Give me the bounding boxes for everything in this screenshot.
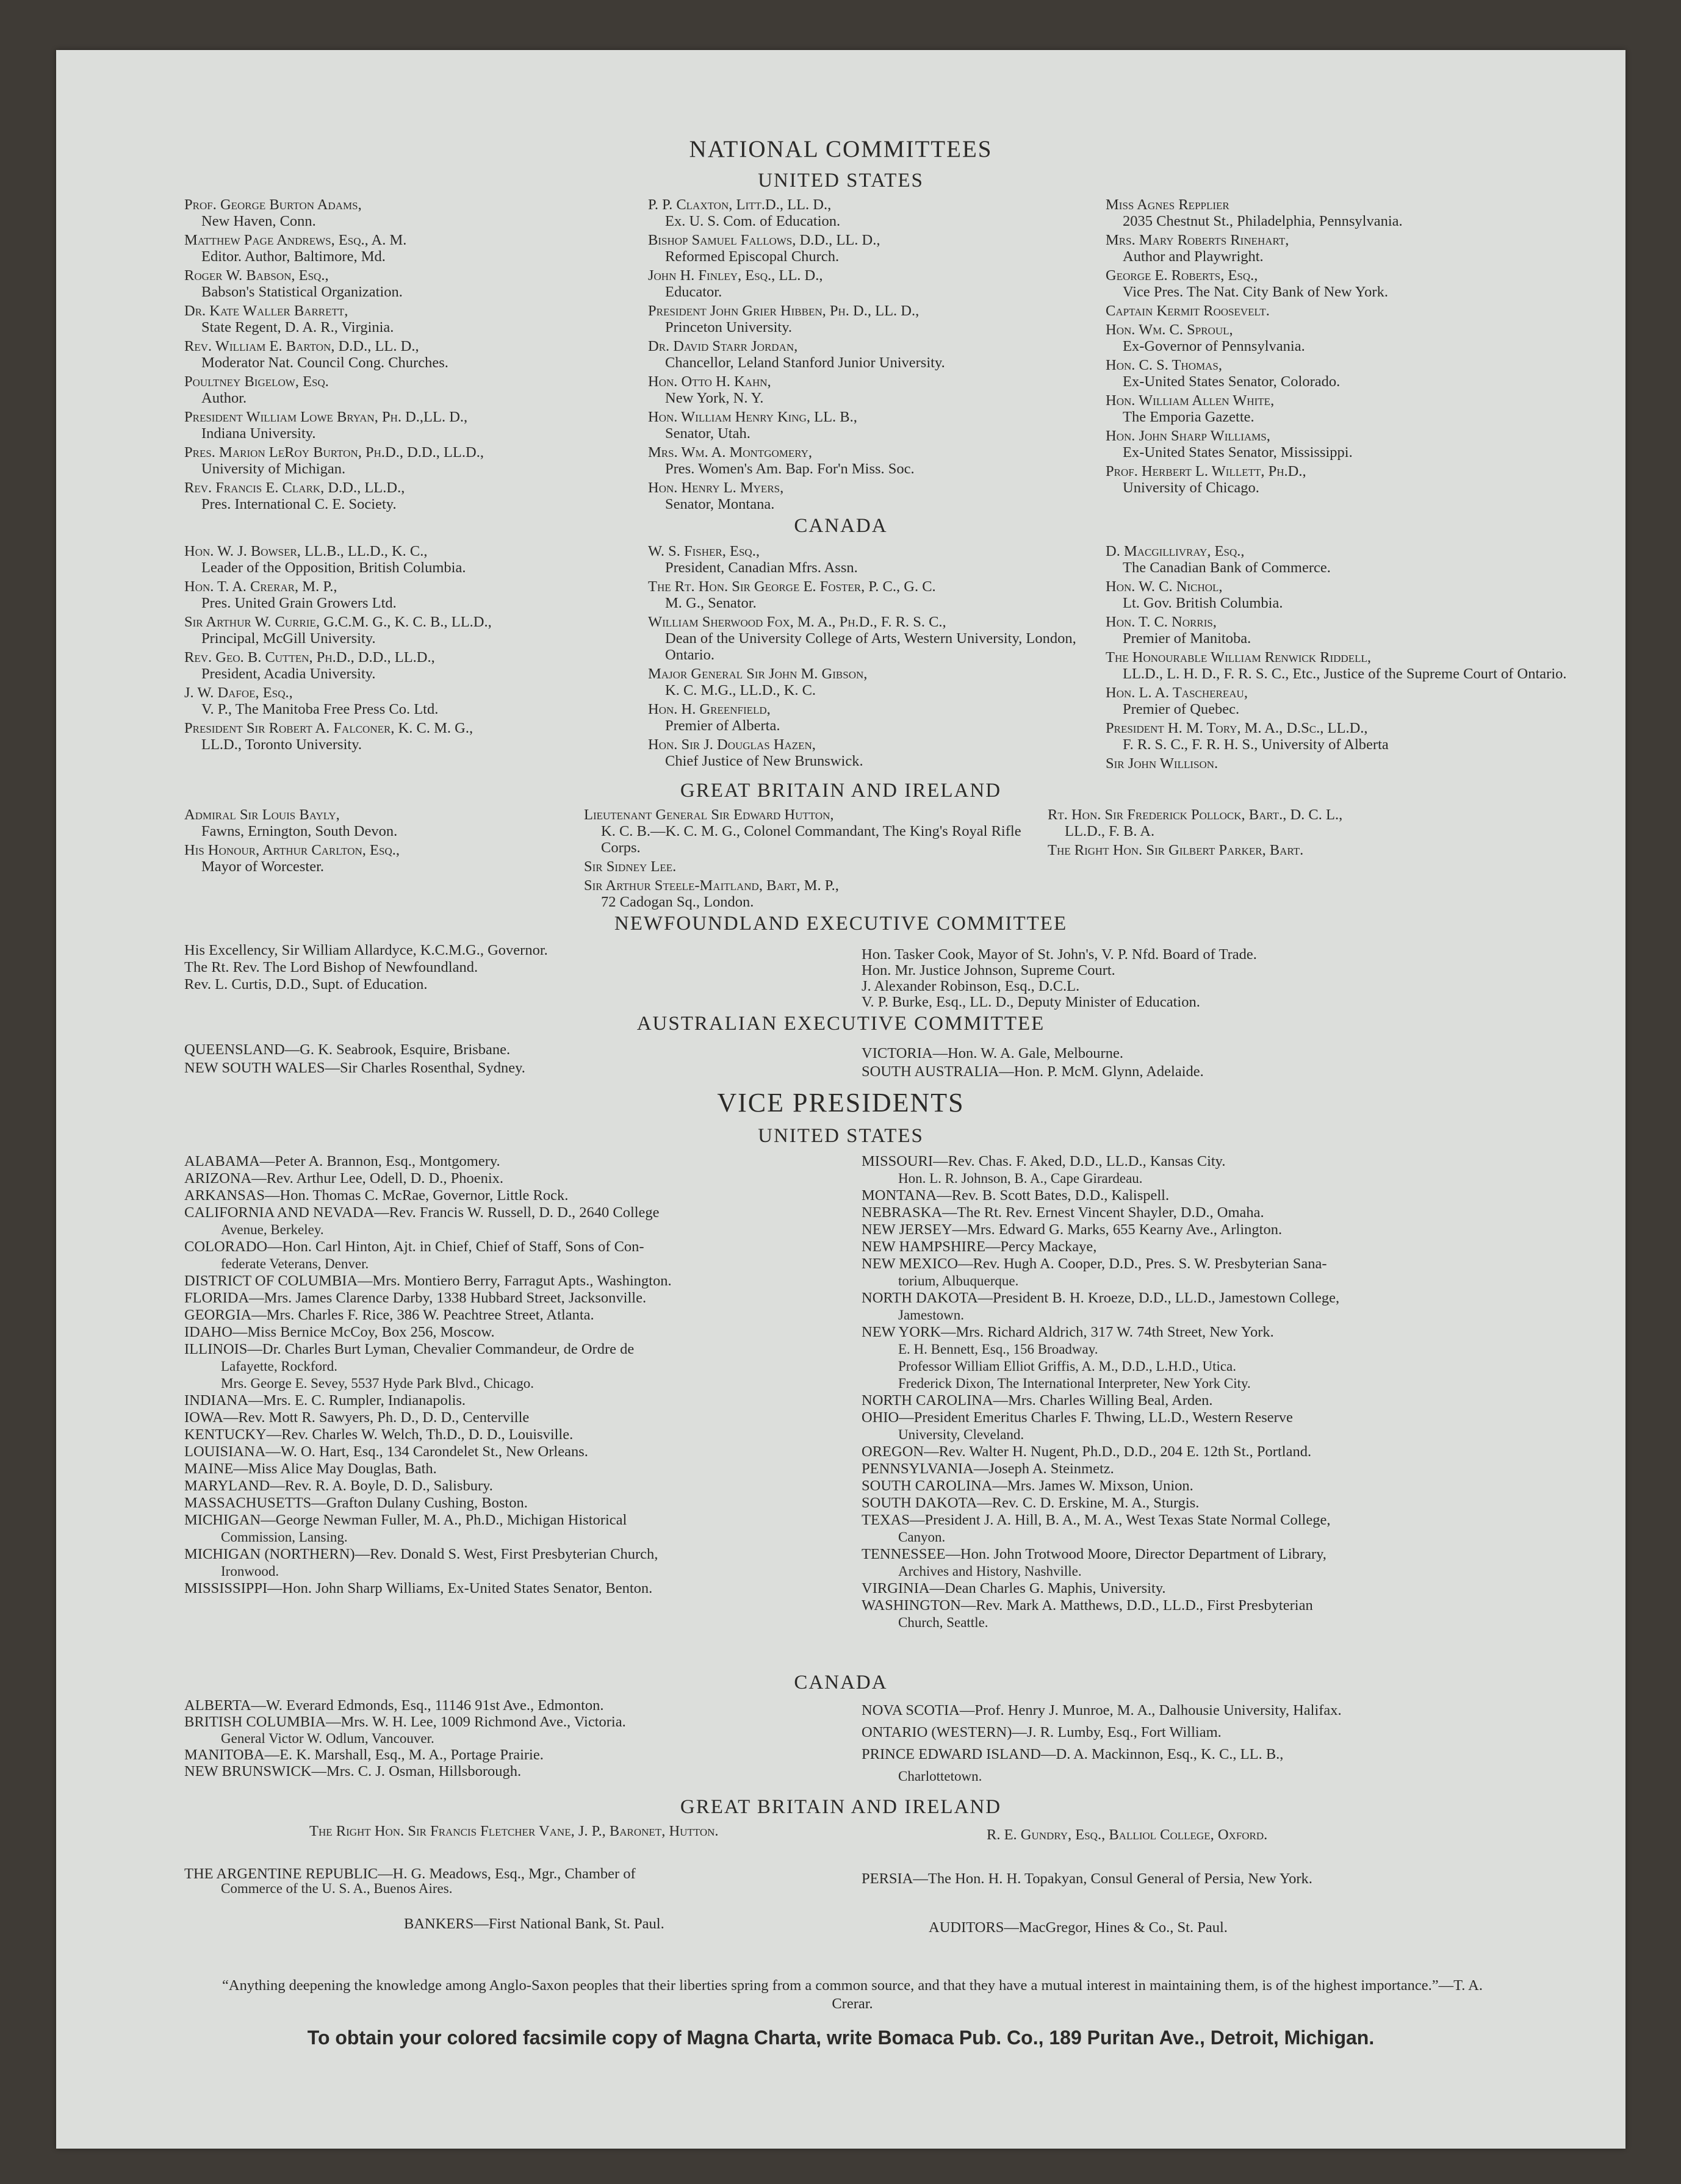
entry-line: ARKANSAS—Hon. Thomas C. McRae, Governor, Little Rock. [184, 1187, 569, 1204]
entry-line: COLORADO—Hon. Carl Hinton, Ajt. in Chief, Chief of Staff, Sons of Con- [184, 1238, 644, 1255]
entry-line: Commerce of the U. S. A., Buenos Aires. [221, 1881, 453, 1896]
entry-line: Charlottetown. [898, 1769, 982, 1784]
entry-line: federate Veterans, Denver. [221, 1256, 369, 1271]
canada-heading: CANADA [794, 515, 888, 537]
committee-member [1106, 649, 1594, 682]
member-title: M. G., Senator. [665, 595, 757, 611]
entry-line: Mrs. George E. Sevey, 5537 Hyde Park Blvd., Chicago. [221, 1376, 534, 1391]
entry-line: torium, Albuquerque. [898, 1273, 1019, 1288]
committee-member [648, 736, 1112, 769]
member-title: F. R. S. C., F. R. H. S., University of Alberta [1123, 736, 1389, 753]
entry-line: Avenue, Berkeley. [221, 1222, 324, 1237]
member-name: President William Lowe Bryan, Ph. D.,LL. D., [184, 409, 468, 425]
member-name: Sir Sidney Lee. [584, 858, 677, 875]
member-title: 2035 Chestnut St., Philadelphia, Pennsylvania. [1123, 213, 1403, 229]
gb-column-1 [184, 806, 575, 877]
canada-column-3 [1106, 543, 1594, 774]
member-title: Fawns, Ernington, South Devon. [201, 823, 398, 839]
member-name: Dr. David Starr Jordan, [648, 338, 798, 354]
committee-member [184, 232, 660, 265]
entry-line: MARYLAND—Rev. R. A. Boyle, D. D., Salisbury. [184, 1478, 493, 1494]
entry-line: VICTORIA—Hon. W. A. Gale, Melbourne. [862, 1045, 1123, 1061]
bankers-entry: BANKERS—First National Bank, St. Paul. [404, 1916, 664, 1932]
member-title: Editor. Author, Baltimore, Md. [201, 248, 386, 265]
member-name: Matthew Page Andrews, Esq., A. M. [184, 232, 407, 248]
entry-line: WASHINGTON—Rev. Mark A. Matthews, D.D., LL.D., First Presbyterian [862, 1597, 1313, 1614]
entry-line: THE ARGENTINE REPUBLIC—H. G. Meadows, Esq., Mgr., Chamber of [184, 1866, 636, 1882]
entry-line: KENTUCKY—Rev. Charles W. Welch, Th.D., D. D., Louisville. [184, 1426, 574, 1443]
entry-line: NEW MEXICO—Rev. Hugh A. Cooper, D.D., Pres. S. W. Presbyterian Sana- [862, 1255, 1327, 1272]
committee-member [184, 303, 660, 336]
member-title: K. C. M.G., LL.D., K. C. [665, 682, 816, 699]
australia-right [862, 1044, 1594, 1081]
entry-line: GEORGIA—Mrs. Charles F. Rice, 386 W. Peachtree Street, Atlanta. [184, 1307, 594, 1323]
member-name: J. W. Dafoe, Esq., [184, 684, 293, 701]
entry-line: VIRGINIA—Dean Charles G. Maphis, University. [862, 1580, 1166, 1597]
member-title: Pres. International C. E. Society. [201, 496, 397, 512]
member-title: Senator, Utah. [665, 425, 751, 442]
committee-member [648, 232, 1136, 265]
entry-line: BRITISH COLUMBIA—Mrs. W. H. Lee, 1009 Richmond Ave., Victoria. [184, 1714, 626, 1730]
committee-member [1106, 428, 1594, 461]
entry-line: Hon. Mr. Justice Johnson, Supreme Court. [862, 962, 1115, 979]
entry-line: QUEENSLAND—G. K. Seabrook, Esquire, Brisbane. [184, 1041, 511, 1058]
committee-member [648, 338, 1136, 371]
member-title: Author. [201, 390, 247, 406]
member-title: LL.D., F. B. A. [1065, 823, 1155, 839]
member-name: Hon. John Sharp Williams, [1106, 428, 1270, 444]
entry-line: NEW BRUNSWICK—Mrs. C. J. Osman, Hillsborough. [184, 1763, 522, 1780]
member-name: Mrs. Wm. A. Montgomery, [648, 444, 813, 461]
member-title: Ex-United States Senator, Colorado. [1123, 373, 1341, 390]
member-name: President John Grier Hibben, Ph. D., LL. D., [648, 303, 920, 319]
member-name: Hon. William Allen White, [1106, 392, 1275, 409]
member-name: Bishop Samuel Fallows, D.D., LL. D., [648, 232, 880, 248]
canada-column-2 [648, 543, 1112, 772]
vice-presidents-title: VICE PRESIDENTS [717, 1088, 965, 1118]
member-name: Hon. C. S. Thomas, [1106, 357, 1223, 373]
facsimile-footer: To obtain your colored facsimile copy of Magna Charta, write Bomaca Pub. Co., 189 Puritan Ave., Detroit, Michigan. [307, 2027, 1375, 2049]
member-title: Ex-United States Senator, Mississippi. [1123, 444, 1353, 461]
member-name: Pres. Marion LeRoy Burton, Ph.D., D.D., LL.D., [184, 444, 484, 461]
member-name: President H. M. Tory, M. A., D.Sc., LL.D., [1106, 720, 1368, 736]
committee-member [584, 877, 1048, 910]
vp-gb-heading: GREAT BRITAIN AND IRELAND [680, 1796, 1002, 1818]
member-title: Indiana University. [201, 425, 316, 442]
member-title: Ex-Governor of Pennsylvania. [1123, 338, 1305, 354]
committee-member [1048, 806, 1572, 839]
committee-member [184, 649, 648, 682]
member-title: LL.D., Toronto University. [201, 736, 362, 753]
vp-gb-right: R. E. Gundry, Esq., Balliol College, Oxford. [987, 1827, 1268, 1843]
member-title: Author and Playwright. [1123, 248, 1264, 265]
member-title: Leader of the Opposition, British Columbia. [201, 559, 466, 576]
committee-member [184, 842, 575, 875]
committee-member [184, 806, 575, 839]
member-name: D. Macgillivray, Esq., [1106, 543, 1245, 559]
member-name: William Sherwood Fox, M. A., Ph.D., F. R. S. C., [648, 614, 946, 630]
member-title: New Haven, Conn. [201, 213, 316, 229]
member-title: Premier of Manitoba. [1123, 630, 1251, 647]
member-name: Prof. George Burton Adams, [184, 196, 362, 213]
entry-line: ALABAMA—Peter A. Brannon, Esq., Montgomery. [184, 1153, 500, 1169]
committee-member [648, 373, 1136, 406]
entry-line: SOUTH DAKOTA—Rev. C. D. Erskine, M. A., Sturgis. [862, 1495, 1200, 1511]
member-name: The Right Hon. Sir Gilbert Parker, Bart. [1048, 842, 1304, 858]
auditors-entry: AUDITORS—MacGregor, Hines & Co., St. Paul. [929, 1919, 1228, 1936]
member-title: Reformed Episcopal Church. [665, 248, 840, 265]
vp-canada-heading: CANADA [794, 1672, 888, 1694]
entry-line: Canyon. [898, 1529, 946, 1545]
entry-line: The Rt. Rev. The Lord Bishop of Newfoundland. [184, 959, 478, 975]
member-title: 72 Cadogan Sq., London. [601, 894, 754, 910]
committee-member [1106, 578, 1594, 611]
member-title: State Regent, D. A. R., Virginia. [201, 319, 394, 336]
committee-member [184, 373, 660, 406]
member-name: W. S. Fisher, Esq., [648, 543, 760, 559]
member-name: John H. Finley, Esq., LL. D., [648, 267, 823, 284]
newfoundland-left [184, 942, 868, 993]
member-name: Rt. Hon. Sir Frederick Pollock, Bart., D. C. L., [1048, 806, 1343, 823]
committee-member [648, 303, 1136, 336]
member-title: Vice Pres. The Nat. City Bank of New York. [1123, 284, 1388, 300]
gb-column-3 [1048, 806, 1572, 861]
entry-line: MAINE—Miss Alice May Douglas, Bath. [184, 1460, 437, 1477]
vp-us-left [184, 1153, 892, 1597]
entry-line: E. H. Bennett, Esq., 156 Broadway. [898, 1342, 1098, 1357]
member-title: Educator. [665, 284, 722, 300]
member-title: V. P., The Manitoba Free Press Co. Ltd. [201, 701, 439, 717]
entry-line: V. P. Burke, Esq., LL. D., Deputy Minister of Education. [862, 994, 1200, 1010]
entry-line: Professor William Elliot Griffis, A. M., D.D., L.H.D., Utica. [898, 1359, 1237, 1374]
member-name: Hon. Henry L. Myers, [648, 480, 784, 496]
entry-line: FLORIDA—Mrs. James Clarence Darby, 1338 Hubbard Street, Jacksonville. [184, 1290, 647, 1306]
committee-member [1106, 232, 1594, 265]
member-name: Hon. T. C. Norris, [1106, 614, 1217, 630]
member-name: Hon. W. C. Nichol, [1106, 578, 1223, 595]
committee-member [648, 409, 1136, 442]
member-name: Prof. Herbert L. Willett, Ph.D., [1106, 463, 1306, 480]
entry-line: Hon. Tasker Cook, Mayor of St. John's, V. P. Nfd. Board of Trade. [862, 946, 1257, 963]
entry-line: NEBRASKA—The Rt. Rev. Ernest Vincent Shayler, D.D., Omaha. [862, 1204, 1264, 1221]
committee-member [648, 480, 1136, 512]
committee-member [184, 614, 648, 647]
committee-member [184, 720, 648, 753]
committee-member [584, 858, 1048, 875]
member-title: Premier of Alberta. [665, 717, 780, 734]
member-title: Pres. United Grain Growers Ltd. [201, 595, 397, 611]
committee-member [1106, 614, 1594, 647]
entry-line: NEW SOUTH WALES—Sir Charles Rosenthal, Sydney. [184, 1060, 525, 1076]
entry-line: DISTRICT OF COLUMBIA—Mrs. Montiero Berry, Farragut Apts., Washington. [184, 1273, 672, 1289]
member-name: Hon. Sir J. Douglas Hazen, [648, 736, 816, 753]
entry-line: Commission, Lansing. [221, 1529, 348, 1545]
member-title: Chief Justice of New Brunswick. [665, 753, 863, 769]
member-title: Premier of Quebec. [1123, 701, 1240, 717]
entry-line: NEW JERSEY—Mrs. Edward G. Marks, 655 Kearny Ave., Arlington. [862, 1221, 1283, 1238]
committee-member [184, 338, 660, 371]
committee-member [184, 578, 648, 611]
member-title: The Canadian Bank of Commerce. [1123, 559, 1331, 576]
member-name: Hon. Otto H. Kahn, [648, 373, 771, 390]
australia-left [184, 1041, 855, 1077]
member-name: P. P. Claxton, Litt.D., LL. D., [648, 196, 832, 213]
member-title: Dean of the University College of Arts, Western University, London, Ontario. [665, 630, 1076, 663]
member-name: Hon. W. J. Bowser, LL.B., LL.D., K. C., [184, 543, 428, 559]
entry-line: ARIZONA—Rev. Arthur Lee, Odell, D. D., Phoenix. [184, 1170, 504, 1187]
member-name: Hon. T. A. Crerar, M. P., [184, 578, 337, 595]
national-committees-title: NATIONAL COMMITTEES [689, 136, 993, 162]
committee-member [1106, 755, 1594, 772]
entry-line: PRINCE EDWARD ISLAND—D. A. Mackinnon, Esq., K. C., LL. B., [862, 1746, 1284, 1762]
entry-line: ALBERTA—W. Everard Edmonds, Esq., 11146 91st Ave., Edmonton. [184, 1697, 604, 1714]
committee-member [584, 806, 1048, 856]
document-page [56, 50, 1625, 2149]
vp-us-right [862, 1153, 1594, 1631]
committee-member [184, 267, 660, 300]
entry-line: SOUTH CAROLINA—Mrs. James W. Mixson, Union. [862, 1478, 1193, 1494]
committee-member [184, 196, 660, 229]
committee-member [184, 543, 648, 576]
entry-line: LOUISIANA—W. O. Hart, Esq., 134 Carondelet St., New Orleans. [184, 1443, 588, 1460]
entry-line: MONTANA—Rev. B. Scott Bates, D.D., Kalispell. [862, 1187, 1170, 1204]
entry-line: Church, Seattle. [898, 1615, 988, 1630]
member-title: The Emporia Gazette. [1123, 409, 1254, 425]
committee-member [1106, 357, 1594, 390]
committee-member [648, 666, 1112, 699]
entry-line: TENNESSEE—Hon. John Trotwood Moore, Director Department of Library, [862, 1546, 1326, 1562]
member-name: Lieutenant General Sir Edward Hutton, [584, 806, 834, 823]
entry-line: Rev. L. Curtis, D.D., Supt. of Education. [184, 976, 428, 993]
entry-line: ONTARIO (WESTERN)—J. R. Lumby, Esq., Fort William. [862, 1724, 1222, 1740]
entry-line: General Victor W. Odlum, Vancouver. [221, 1731, 434, 1746]
entry-line: IDAHO—Miss Bernice McCoy, Box 256, Moscow. [184, 1324, 495, 1340]
vp-gb-left: The Right Hon. Sir Francis Fletcher Vane, J. P., Baronet, Hutton. [309, 1823, 719, 1839]
entry-line: His Excellency, Sir William Allardyce, K.C.M.G., Governor. [184, 942, 548, 958]
us-heading: UNITED STATES [758, 170, 924, 192]
us-column-2 [648, 196, 1136, 515]
committee-member [184, 409, 660, 442]
committee-member [1106, 684, 1594, 717]
entry-line: University, Cleveland. [898, 1427, 1024, 1442]
committee-member [648, 196, 1136, 229]
entry-line: PENNSYLVANIA—Joseph A. Steinmetz. [862, 1460, 1114, 1477]
member-title: Pres. Women's Am. Bap. For'n Miss. Soc. [665, 461, 915, 477]
member-name: Rev. Geo. B. Cutten, Ph.D., D.D., LL.D., [184, 649, 435, 666]
entry-line: NEW YORK—Mrs. Richard Aldrich, 317 W. 74th Street, New York. [862, 1324, 1274, 1340]
committee-member [1106, 303, 1594, 319]
member-title: K. C. B.—K. C. M. G., Colonel Commandant, The King's Royal Rifle Corps. [601, 823, 1021, 856]
committee-member [1106, 321, 1594, 354]
committee-member [1106, 463, 1594, 496]
committee-member [648, 578, 1112, 611]
member-title: New York, N. Y. [665, 390, 764, 406]
vp-canada-right [862, 1700, 1594, 1787]
newfoundland-heading: NEWFOUNDLAND EXECUTIVE COMMITTEE [614, 913, 1068, 935]
committee-member [1106, 196, 1594, 229]
committee-member [184, 444, 660, 477]
committee-member [184, 684, 648, 717]
entry-line: Ironwood. [221, 1564, 279, 1579]
entry-line: NORTH DAKOTA—President B. H. Kroeze, D.D., LL.D., Jamestown College, [862, 1290, 1340, 1306]
entry-line: Archives and History, Nashville. [898, 1564, 1082, 1579]
member-name: Admiral Sir Louis Bayly, [184, 806, 340, 823]
entry-line: Jamestown. [898, 1307, 964, 1323]
member-title: Senator, Montana. [665, 496, 775, 512]
entry-line: MISSOURI—Rev. Chas. F. Aked, D.D., LL.D., Kansas City. [862, 1153, 1226, 1169]
member-name: His Honour, Arthur Carlton, Esq., [184, 842, 400, 858]
entry-line: ILLINOIS—Dr. Charles Burt Lyman, Chevalier Commandeur, de Ordre de [184, 1341, 635, 1357]
entry-line: MASSACHUSETTS—Grafton Dulany Cushing, Boston. [184, 1495, 528, 1511]
vp-us-heading: UNITED STATES [758, 1125, 924, 1147]
us-column-3 [1106, 196, 1594, 498]
member-name: Sir Arthur Steele-Maitland, Bart, M. P., [584, 877, 839, 894]
member-name: Sir John Willison. [1106, 755, 1218, 772]
member-name: The Honourable William Renwick Riddell, [1106, 649, 1371, 666]
entry-line: NORTH CAROLINA—Mrs. Charles Willing Beal, Arden. [862, 1392, 1213, 1409]
newfoundland-right [862, 947, 1594, 1010]
entry-line: Frederick Dixon, The International Interpreter, New York City. [898, 1376, 1251, 1391]
member-name: Sir Arthur W. Currie, G.C.M. G., K. C. B., LL.D., [184, 614, 492, 630]
member-name: Mrs. Mary Roberts Rinehart, [1106, 232, 1289, 248]
member-title: President, Acadia University. [201, 666, 376, 682]
member-title: Ex. U. S. Com. of Education. [665, 213, 841, 229]
member-title: University of Chicago. [1123, 480, 1259, 496]
member-name: Rev. William E. Barton, D.D., LL. D., [184, 338, 419, 354]
member-name: Roger W. Babson, Esq., [184, 267, 329, 284]
committee-member [1106, 543, 1594, 576]
committee-member [648, 543, 1112, 576]
committee-member [1106, 392, 1594, 425]
member-title: Chancellor, Leland Stanford Junior University. [665, 354, 945, 371]
member-name: Poultney Bigelow, Esq. [184, 373, 329, 390]
entry-line: CALIFORNIA AND NEVADA—Rev. Francis W. Russell, D. D., 2640 College [184, 1204, 660, 1221]
persia-entry: PERSIA—The Hon. H. H. Topakyan, Consul General of Persia, New York. [862, 1870, 1312, 1887]
us-column-1 [184, 196, 660, 515]
member-name: Hon. Wm. C. Sproul, [1106, 321, 1233, 338]
entry-line: NOVA SCOTIA—Prof. Henry J. Munroe, M. A., Dalhousie University, Halifax. [862, 1702, 1342, 1719]
member-name: Major General Sir John M. Gibson, [648, 666, 868, 682]
vp-canada-left [184, 1697, 868, 1780]
great-britain-heading: GREAT BRITAIN AND IRELAND [680, 780, 1002, 802]
member-name: Miss Agnes Repplier [1106, 196, 1229, 213]
entry-line: MANITOBA—E. K. Marshall, Esq., M. A., Portage Prairie. [184, 1747, 544, 1763]
member-title: Moderator Nat. Council Cong. Churches. [201, 354, 448, 371]
member-name: The Rt. Hon. Sir George E. Foster, P. C., G. C. [648, 578, 936, 595]
member-name: Rev. Francis E. Clark, D.D., LL.D., [184, 480, 405, 496]
argentine-entry [184, 1867, 868, 1896]
member-title: Principal, McGill University. [201, 630, 376, 647]
member-title: Lt. Gov. British Columbia. [1123, 595, 1283, 611]
committee-member [1106, 267, 1594, 300]
entry-line: IOWA—Rev. Mott R. Sawyers, Ph. D., D. D., Centerville [184, 1409, 530, 1426]
entry-line: MICHIGAN (NORTHERN)—Rev. Donald S. West, First Presbyterian Church, [184, 1546, 658, 1562]
committee-member [648, 701, 1112, 734]
member-name: Hon. William Henry King, LL. B., [648, 409, 857, 425]
member-title: University of Michigan. [201, 461, 346, 477]
member-title: LL.D., L. H. D., F. R. S. C., Etc., Justice of the Supreme Court of Ontario. [1123, 666, 1567, 682]
canada-column-1 [184, 543, 648, 755]
entry-line: Hon. L. R. Johnson, B. A., Cape Girardeau. [898, 1171, 1143, 1186]
entry-line: MICHIGAN—George Newman Fuller, M. A., Ph.D., Michigan Historical [184, 1512, 627, 1528]
entry-line: SOUTH AUSTRALIA—Hon. P. McM. Glynn, Adelaide. [862, 1063, 1204, 1080]
committee-member [1048, 842, 1572, 858]
member-name: George E. Roberts, Esq., [1106, 267, 1258, 284]
entry-line: TEXAS—President J. A. Hill, B. A., M. A., West Texas State Normal College, [862, 1512, 1331, 1528]
committee-member [648, 444, 1136, 477]
entry-line: OREGON—Rev. Walter H. Nugent, Ph.D., D.D., 204 E. 12th St., Portland. [862, 1443, 1312, 1460]
member-title: Princeton University. [665, 319, 792, 336]
member-title: Mayor of Worcester. [201, 858, 325, 875]
member-name: Hon. L. A. Taschereau, [1106, 684, 1248, 701]
member-title: Babson's Statistical Organization. [201, 284, 403, 300]
member-name: Dr. Kate Waller Barrett, [184, 303, 348, 319]
entry-line: OHIO—President Emeritus Charles F. Thwing, LL.D., Western Reserve [862, 1409, 1293, 1426]
member-name: President Sir Robert A. Falconer, K. C. M. G., [184, 720, 473, 736]
committee-member [1106, 720, 1594, 753]
entry-line: NEW HAMPSHIRE—Percy Mackaye, [862, 1238, 1097, 1255]
member-name: Captain Kermit Roosevelt. [1106, 303, 1270, 319]
entry-line: INDIANA—Mrs. E. C. Rumpler, Indianapolis. [184, 1392, 466, 1409]
committee-member [184, 480, 660, 512]
entry-line: J. Alexander Robinson, Esq., D.C.L. [862, 978, 1080, 994]
committee-member [648, 614, 1112, 663]
committee-member [648, 267, 1136, 300]
member-name: Hon. H. Greenfield, [648, 701, 771, 717]
member-title: President, Canadian Mfrs. Assn. [665, 559, 858, 576]
crerar-quote: “Anything deepening the knowledge among Anglo-Saxon peoples that their liberties spring from a common source, and that they have a mutual interest in maintaining them, is of the highest importance.”—T. A. Crerar. [222, 1977, 1483, 2012]
gb-column-2 [584, 806, 1048, 913]
entry-line: MISSISSIPPI—Hon. John Sharp Williams, Ex-United States Senator, Benton. [184, 1580, 653, 1597]
entry-line: Lafayette, Rockford. [221, 1359, 337, 1374]
australian-heading: AUSTRALIAN EXECUTIVE COMMITTEE [636, 1013, 1045, 1035]
